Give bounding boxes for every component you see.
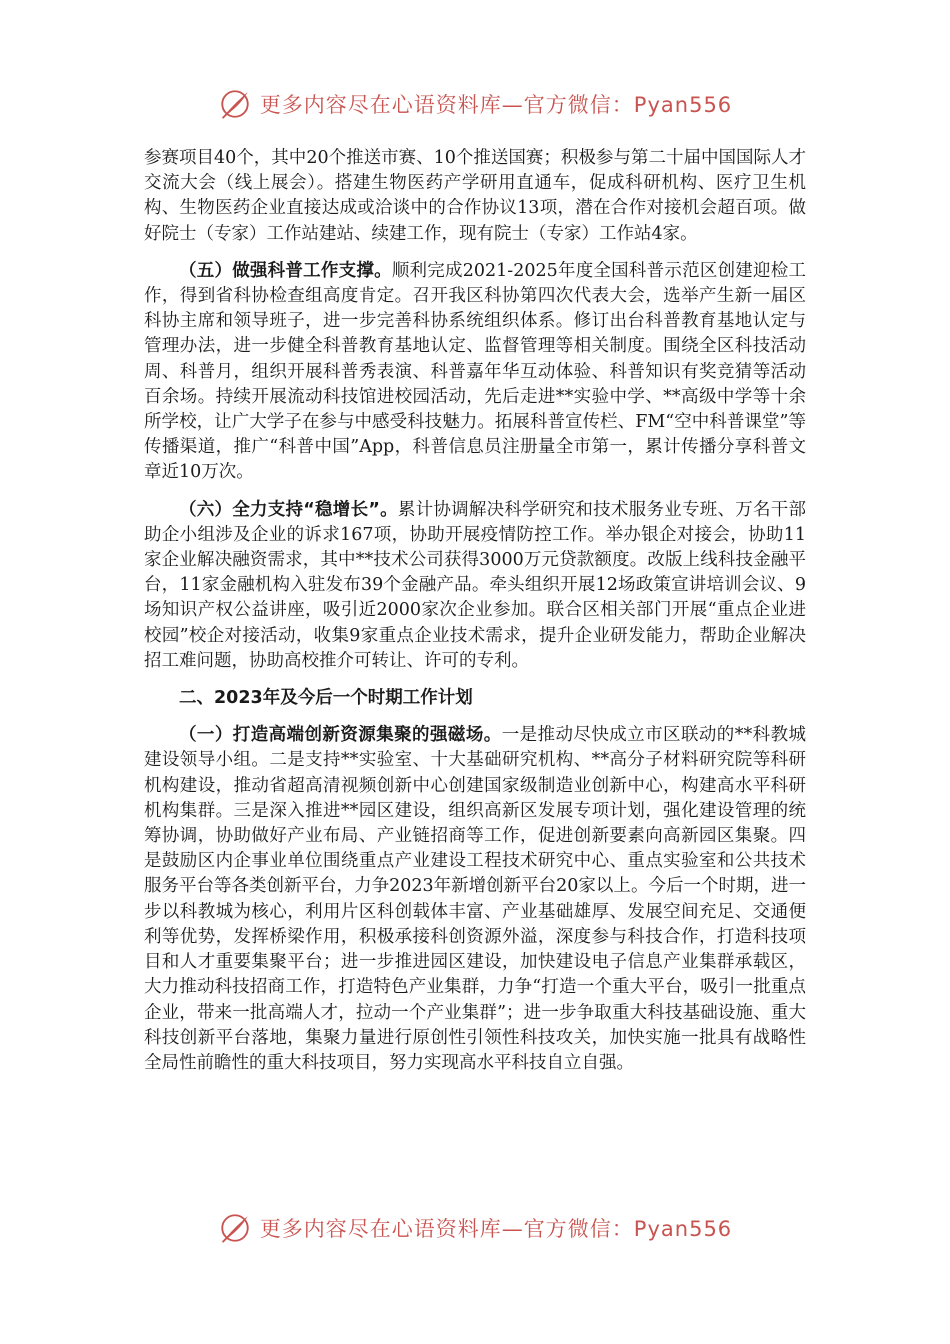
watermark-header (0, 84, 950, 124)
feather-pen-logo-icon (218, 87, 252, 121)
body-innovation-hub: 一是推动尽快成立市区联动的**科教城建设领导小组。二是支持**实验室、十大基础研究机构、**高分子材料研究院等科研机构建设，推动省超高清视频创新中心创建国家级制造业创新中心，构建高水平科研机构集群。三是深入推进**园区建设，组织高新区发展专项计划，强化建设管理的统筹协调，协助做好产业布局、产业链招商等工作，促进创新要素向高新园区集聚。四是鼓励区内企事业单位围绕重点产业建设工程技术研究中心、重点实验室和公共技术服务平台等各类创新平台，力争2023年新增创新平台20家以上。今后一个时期，进一步以科教城为核心，利用片区科创载体丰富、产业基础雄厚、发展空间充足、交通便利等优势，发挥桥梁作用，积极承接科创资源外溢，深度参与科技合作，打造科技项目和人才重要集聚平台；进一步推进园区建设，加快建设电子信息产业集群承载区，大力推动科技招商工作，打造特色产业集群，力争“打造一个重大平台，吸引一批重点企业，带来一批高端人才，拉动一个产业集群”；进一步争取重大科技基础设施、重大科技创新平台落地，集聚力量进行原创性引领性科技攻关，加快实施一批具有战略性全局性前瞻性的重大科技项目，努力实现高水平科技自立自强。 (144, 725, 807, 1073)
heading-science-popularization: （五）做强科普工作支撑。 (179, 260, 392, 281)
document-body (144, 146, 806, 1076)
feather-pen-logo-icon (218, 1211, 252, 1245)
watermark-footer (0, 1208, 950, 1248)
paragraph-stable-growth (144, 498, 806, 674)
watermark-text: 更多内容尽在心语资料库—官方微信：Pyan556 (259, 1217, 733, 1241)
body-science-popularization: 顺利完成2021-2025年度全国科普示范区创建迎检工作，得到省科协检查组高度肯定。召开我区科协第四次代表大会，选举产生新一届区科协主席和领导班子，进一步完善科协系统组织体系。修订出台科普教育基地认定与管理办法，进一步健全科普教育基地认定、监督管理等相关制度。围绕全区科技活动周、科普月，组织开展科普秀表演、科普嘉年华互动体验、科普知识有奖竞猜等活动百余场。持续开展流动科技馆进校园活动，先后走进**实验中学、**高级中学等十余所学校，让广大学子在参与中感受科技魅力。拓展科普宣传栏、FM“空中科普课堂”等传播渠道，推广“科普中国”App，科普信息员注册量全市第一，累计传播分享科普文章近10万次。 (144, 260, 807, 483)
heading-innovation-hub: （一）打造高端创新资源集聚的强磁场。 (179, 725, 502, 746)
paragraph-science-popularization (144, 259, 806, 486)
section-title-2023-plan: 二、2023年及今后一个时期工作计划 (179, 688, 473, 709)
body-stable-growth: 累计协调解决科学研究和技术服务业专班、万名干部助企小组涉及企业的诉求167项，协助开展疫情防控工作。举办银企对接会，协助11家企业解决融资需求，其中**技术公司获得3000万元贷款额度。改版上线科技金融平台，11家金融机构入驻发布39个金融产品。牵头组织开展12场政策宣讲培训会议、9场知识产权公益讲座，吸引近2000家次企业参加。联合区相关部门开展“重点企业进校园”校企对接活动，收集9家重点企业技术需求，提升企业研发能力，帮助企业解决招工难问题，协助高校推介可转让、许可的专利。 (144, 499, 806, 671)
paragraph-continued: 参赛项目40个，其中20个推送市赛、10个推送国赛；积极参与第二十届中国国际人才交流大会（线上展会）。搭建生物医药产学研用直通车，促成科研机构、医疗卫生机构、生物医药企业直接达成或洽谈中的合作协议13项，潜在合作对接机会超百项。做好院士（专家）工作站建站、续建工作，现有院士（专家）工作站4家。 (144, 148, 806, 244)
watermark-text: 更多内容尽在心语资料库—官方微信：Pyan556 (259, 93, 733, 117)
heading-stable-growth: （六）全力支持“稳增长”。 (179, 499, 398, 520)
paragraph-innovation-hub (144, 723, 806, 1076)
